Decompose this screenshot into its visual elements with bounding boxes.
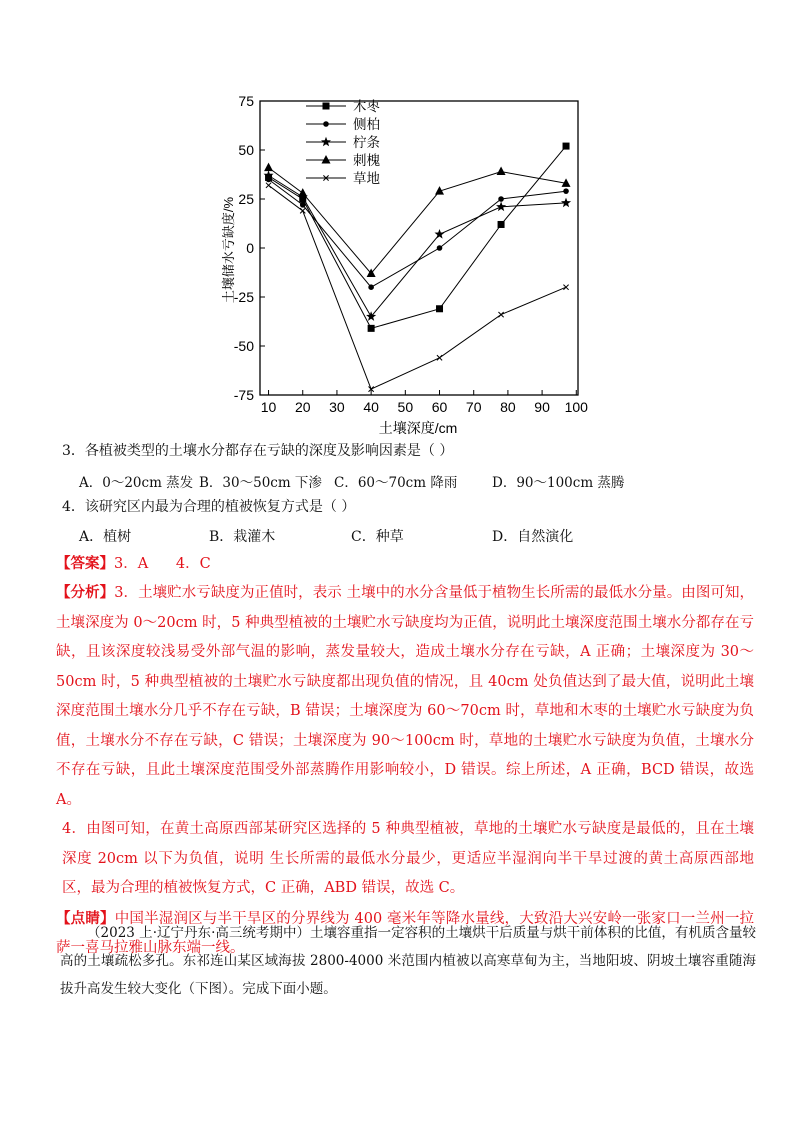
q4-option-a[interactable]: A．植树 (79, 529, 132, 545)
question-4: 4．该研究区内最为合理的植被恢复方式是（ ） (62, 499, 356, 515)
chart-series (264, 143, 572, 392)
analysis-label: 【分析】 (56, 584, 115, 601)
data-point-square (563, 143, 570, 150)
data-point-square (368, 325, 375, 332)
q4-option-c[interactable]: C．种草 (351, 529, 404, 545)
data-point-x (563, 285, 568, 290)
y-axis-label: 土壤储水亏缺度/% (221, 196, 236, 304)
answer-text: 3．A 4．C (114, 556, 211, 572)
data-point-star (435, 229, 445, 239)
data-point-star (496, 202, 506, 212)
x-tick-label: 20 (294, 399, 311, 415)
plot-frame (260, 101, 578, 395)
legend-item (306, 134, 380, 150)
intro-paragraph: （2023 上·辽宁丹东·高三统考期中）土壤容重指一定容积的土壤烘干后质量与烘干前体积的比值，有机质含量较高的土壤疏松多孔。东祁连山某区域海拔 2800-4000 米范围内植被以高寒草甸为主，当地阳坡、阴坡土壤容重随海拔升高发生较大变化（下图）。完成下面小题。 (60, 925, 756, 997)
x-tick-label: 90 (534, 399, 550, 415)
x-tick-label: 100 (564, 399, 588, 415)
series-star (264, 170, 572, 321)
data-point-square (498, 221, 505, 228)
data-point-square (323, 103, 330, 110)
chart-axes (234, 93, 588, 415)
legend-label: 侧柏 (353, 117, 380, 132)
series-x (266, 183, 569, 392)
legend-item (306, 116, 380, 132)
question-3-options (79, 471, 699, 493)
q4-option-b[interactable]: B．栽灌木 (209, 529, 276, 545)
question-4-options (79, 526, 699, 548)
question-3: 3．各植被类型的土壤水分都存在亏缺的深度及影响因素是（ ） (62, 443, 454, 459)
analysis-section (56, 578, 755, 964)
y-tick-label: -25 (233, 289, 254, 305)
tip-text: 中国半湿润区与半干旱区的分界线为 400 毫米年等降水量线，大致沿大兴安岭一张家口一兰州一拉萨一喜马拉雅山脉东端一线。 (56, 910, 755, 956)
y-tick-label: -75 (233, 387, 254, 403)
x-tick-label: 40 (363, 399, 379, 415)
x-axis-label: 土壤深度/cm (378, 420, 458, 436)
next-question-intro (60, 919, 756, 1003)
y-tick-label: 75 (238, 93, 254, 109)
data-point-triangle (298, 188, 307, 197)
data-point-x (300, 208, 305, 213)
data-point-x (498, 312, 503, 317)
y-tick-label: 25 (238, 191, 254, 207)
analysis-paragraph-1 (56, 578, 754, 815)
series-triangle (264, 163, 570, 277)
data-point-circle (300, 202, 306, 208)
x-tick-label: 50 (397, 399, 414, 415)
y-tick-label: -50 (233, 338, 254, 354)
data-point-star (561, 198, 571, 208)
answer-label: 【答案】 (56, 555, 114, 572)
data-point-circle (368, 284, 374, 290)
y-tick-label: 50 (238, 142, 254, 158)
data-point-triangle (497, 167, 506, 176)
q3-option-d[interactable]: D．90～100cm 蒸腾 (492, 475, 625, 491)
series-square (265, 143, 569, 332)
legend-item (306, 170, 380, 186)
answer-line (56, 549, 211, 580)
legend-label: 刺槐 (353, 153, 380, 168)
legend-label: 草地 (353, 171, 380, 186)
data-point-circle (498, 196, 504, 202)
data-point-circle (323, 121, 329, 127)
x-tick-label: 80 (500, 399, 516, 415)
analysis-text-1: 3．土壤贮水亏缺度为正值时，表示 土壤中的水分含量低于植物生长所需的最低水分量。由图可知，土壤深度为 0～20cm 时，5 种典型植被的土壤贮水亏缺度均为正值，说明此土壤深度范围土壤水分都存在亏缺，且该深度较浅易受外部气温的影响，蒸发量较大，造成土壤水分存在亏缺，A 正确；土壤深度为 30～50cm 时，5 种典型植被的土壤贮水亏缺度都出现负值的情况，且 40cm 处负值达到了最大值，说明此土壤深度范围土壤水分几乎不存在亏缺，B 错误；土壤深度为 60～70cm 时，草地和木枣的土壤贮水亏缺度为负值，土壤水分不存在亏缺，C 错误；土壤深度为 90～100cm 时，草地的土壤贮水亏缺度为负值，土壤水分不存在亏缺，且此土壤深度范围受外部蒸腾作用影响较小，D 错误。综上所述，A 正确，BCD 错误，故选 A。 (56, 585, 754, 808)
series-line (269, 168, 567, 274)
legend-label: 木枣 (353, 99, 380, 114)
x-tick-label: 60 (431, 399, 448, 415)
analysis-paragraph-2: 4．由图可知，在黄土高原西部某研究区选择的 5 种典型植被，草地的土壤贮水亏缺度是最低的，且在土壤深度 20cm 以下为负值，说明 生长所需的最低水分最少，更适应半湿润向半干旱过渡的黄土高原西部地区，最为合理的植被恢复方式，C 正确，ABD 错误，故选 C。 (62, 821, 754, 896)
data-point-circle (563, 188, 569, 194)
x-tick-label: 30 (329, 399, 345, 415)
tip-label: 【点睛】 (56, 909, 115, 927)
data-point-x (266, 183, 271, 188)
legend-item (306, 152, 380, 168)
q3-option-b[interactable]: B．30～50cm 下渗 (199, 475, 322, 491)
data-point-circle (437, 245, 443, 251)
data-point-x (437, 355, 442, 360)
q3-option-a[interactable]: A．0～20cm 蒸发 (79, 475, 194, 491)
q4-option-d[interactable]: D．自然演化 (492, 529, 574, 545)
y-tick-label: 0 (246, 240, 254, 256)
data-point-square (436, 305, 443, 312)
series-line (269, 179, 567, 287)
q3-option-c[interactable]: C．60～70cm 降雨 (334, 475, 458, 491)
data-point-star (321, 137, 331, 147)
x-tick-label: 10 (260, 399, 277, 415)
legend-label: 柠条 (353, 135, 380, 150)
x-tick-label: 70 (465, 399, 482, 415)
data-point-triangle (322, 155, 331, 164)
chart-legend (306, 98, 380, 186)
soil-water-deficit-chart (200, 88, 600, 438)
data-point-triangle (264, 163, 273, 172)
